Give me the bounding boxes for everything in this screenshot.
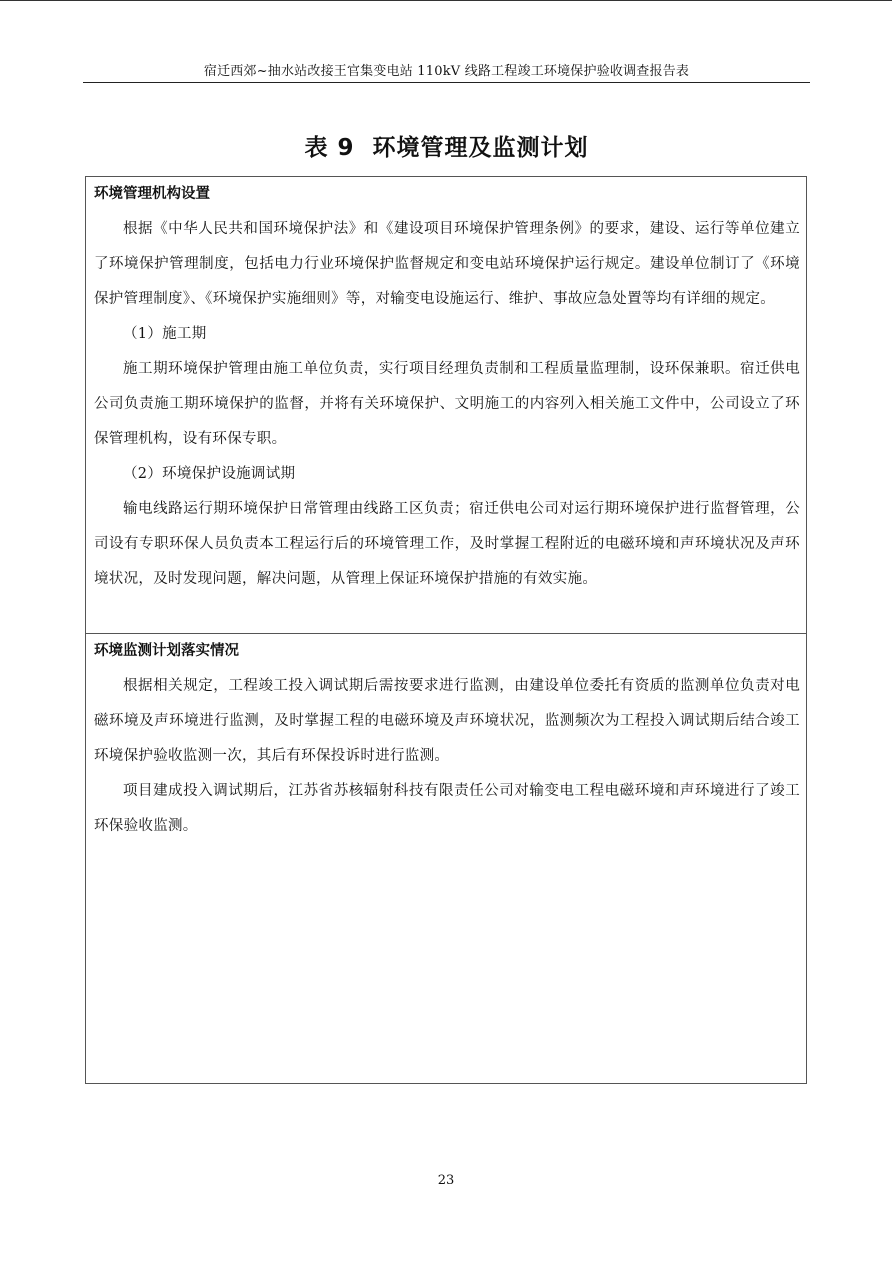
subheading-construction-period: （1）施工期 — [123, 326, 207, 342]
report-table — [85, 176, 807, 1084]
table-title-text: 环境管理及监测计划 — [372, 135, 589, 161]
paragraph: 项目建成投入调试期后，江苏省苏核辐射科技有限责任公司对输变电工程电磁环境和声环境进行了竣工环保验收监测。 — [94, 783, 800, 834]
paragraph: 根据《中华人民共和国环境保护法》和《建设项目环境保护管理条例》的要求，建设、运行等单位建立了环境保护管理制度，包括电力行业环境保护监督规定和变电站环境保护运行规定。建设单位制订了《环境保护管理制度》、《环境保护实施细则》等，对输变电设施运行、维护、事故应急处置等均有详细的规定。 — [94, 221, 800, 307]
paragraph: 输电线路运行期环境保护日常管理由线路工区负责；宿迁供电公司对运行期环境保护进行监督管理，公司设有专职环保人员负责本工程运行后的环境管理工作，及时掌握工程附近的电磁环境和声环境状况及声环境状况，及时发现问题，解决问题，从管理上保证环境保护措施的有效实施。 — [94, 501, 800, 587]
section-heading: 环境监测计划落实情况 — [94, 643, 239, 659]
table-number: 表 9 — [304, 135, 355, 161]
page-number: 23 — [437, 1173, 455, 1188]
running-header: 宿迁西郊~抽水站改接王官集变电站 110kV 线路工程竣工环境保护验收调查报告表 — [203, 64, 690, 79]
section-monitoring-plan — [86, 634, 806, 1083]
header-divider — [83, 82, 810, 83]
section-heading: 环境管理机构设置 — [94, 186, 210, 202]
page-top-border — [0, 0, 892, 1]
table-title — [83, 131, 810, 165]
paragraph: 施工期环境保护管理由施工单位负责，实行项目经理负责制和工程质量监理制，设环保兼职。宿迁供电公司负责施工期环境保护的监督，并将有关环境保护、文明施工的内容列入相关施工文件中，公司设立了环保管理机构，设有环保专职。 — [94, 361, 800, 447]
subheading-commissioning-period: （2）环境保护设施调试期 — [123, 466, 296, 482]
paragraph: 根据相关规定，工程竣工投入调试期后需按要求进行监测，由建设单位委托有资质的监测单位负责对电磁环境及声环境进行监测，及时掌握工程的电磁环境及声环境状况，监测频次为工程投入调试期后结合竣工环境保护验收监测一次，其后有环保投诉时进行监测。 — [94, 678, 800, 764]
section-env-management-org — [86, 177, 806, 634]
